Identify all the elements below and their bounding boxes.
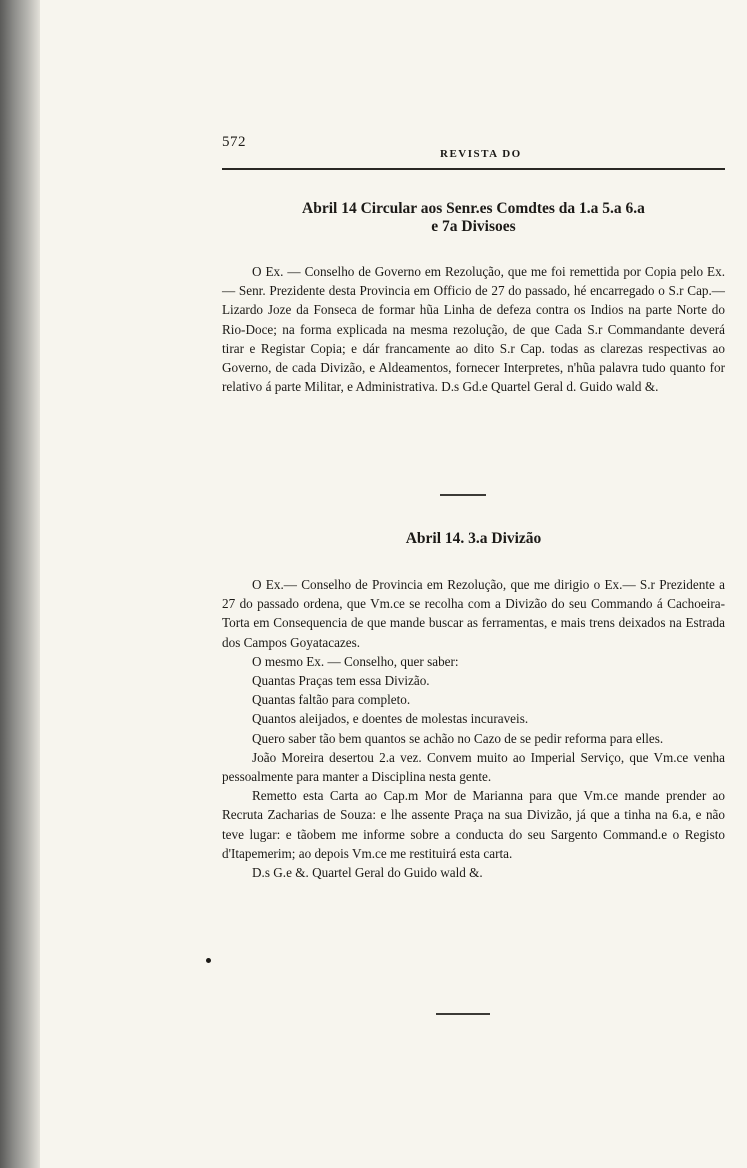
entry-1-paragraph: O Ex. — Conselho de Governo em Rezolução, que me foi remettida por Copia pelo Ex.— Senr. Prezidente desta Provincia em Officio de 27 do passado, hé encarregado o S.r Cap.— Lizardo Joze da Fonseca de formar hũa Linha de defeza contra os Indios na parte Norte do Rio-Doce; na forma explicada na mesma rezolução, de que Cada S.r Commandante deverá tirar e Registar Copia; e dár francamente ao dito S.r Cap. todas as clarezas respectivas ao Governo, de cada Divizão, e Aldeamentos, fornecer Interpretes, n'hũa palavra tudo quanto for relativo á parte Militar, e Administrativa. D.s Gd.e Quartel Geral d. Guido wald &. [222,264,725,395]
entry-2-paragraph: Quantas faltão para completo. [252,692,411,708]
entry-2-paragraph: Quantas Praças tem essa Divizão. [252,673,430,689]
entry-2-body [222,575,725,882]
header-rule [222,168,725,170]
entry-2-paragraph: O Ex.— Conselho de Provincia em Rezolução, que me dirigio o Ex.— S.r Prezidente a 27 do passado ordena, que Vm.ce se recolha com a Divizão do seu Commando á Cachoeira-Torta em Consequencia de que mande buscar as ferramentas, e mais trens deixados na Estrada dos Campos Goyatacazes. [222,577,725,650]
entry-2-paragraph: Quero saber tão bem quantos se achão no Cazo de se pedir reforma para elles. [252,730,664,746]
page-number: 572 [222,134,246,150]
entry-2-paragraph: Remetto esta Carta ao Cap.m Mor de Marianna para que Vm.ce mande prender ao Recruta Zacharias de Souza: e lhe assente Praça na sua Divizão, já que a tinha na 6.a, e não teve lugar: e tãobem me informe sobre a conducta do seu Sargento Command.e o Registo d'Itapemerim; ao depois Vm.ce me restituirá esta carta. [222,788,725,861]
section-separator [436,1013,490,1015]
section-separator [440,494,486,496]
running-head: REVISTA DO [440,148,522,160]
entry-2-paragraph: D.s G.e &. Quartel Geral do Guido wald &. [252,865,483,881]
entry-1-title-line-2: e 7a Divisoes [431,218,516,235]
entry-1-title-line-1: Abril 14 Circular aos Senr.es Comdtes da 1.a 5.a 6.a [302,200,645,217]
book-binding-edge [0,0,40,1168]
margin-dot [206,958,211,963]
entry-1-body [222,262,725,396]
entry-2-paragraph: O mesmo Ex. — Conselho, quer saber: [252,653,459,669]
entry-2-title: Abril 14. 3.a Divizão [405,530,542,547]
entry-2-paragraph: Quantos aleijados, e doentes de molestas incuraveis. [252,711,529,727]
entry-2-paragraph: João Moreira desertou 2.a vez. Convem muito ao Imperial Serviço, que Vm.ce venha pessoalmente para manter a Disciplina nesta gente. [222,749,725,785]
